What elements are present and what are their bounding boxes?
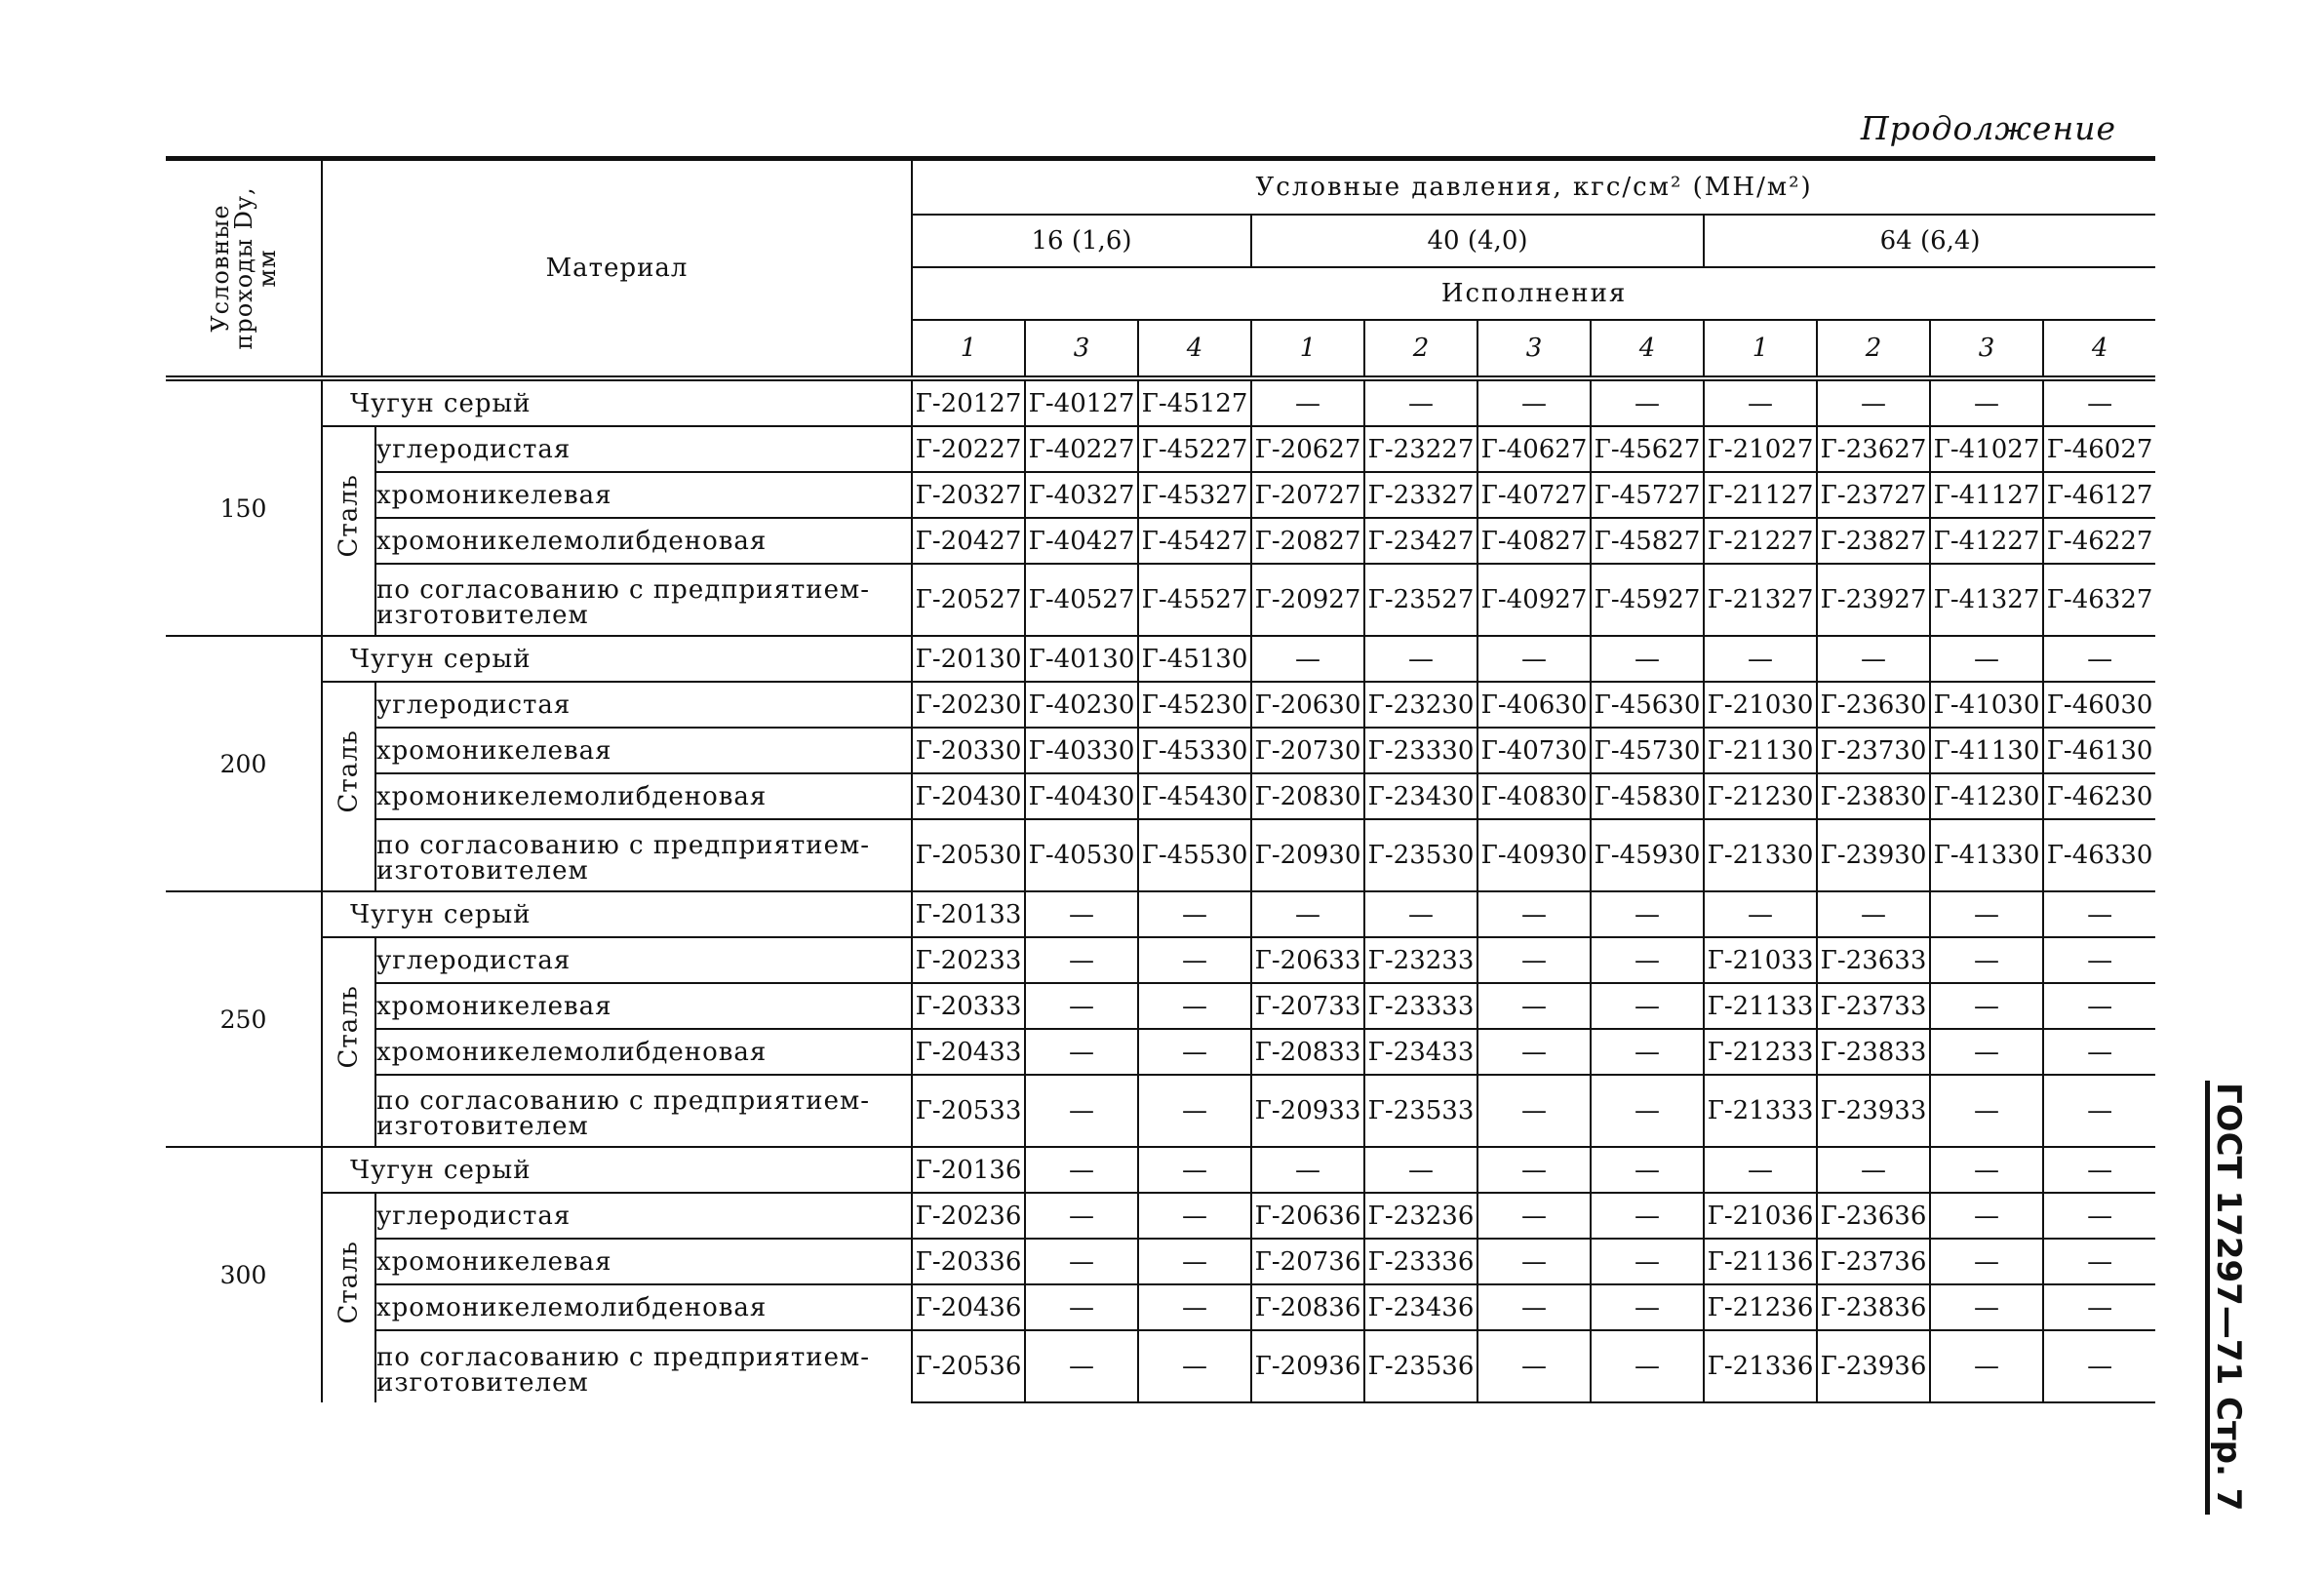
designation-cell: — bbox=[1477, 983, 1591, 1029]
designation-cell: Г-40830 bbox=[1477, 773, 1591, 819]
material-steel-group bbox=[322, 426, 375, 636]
designation-cell: Г-20736 bbox=[1251, 1239, 1364, 1284]
designation-cell: — bbox=[1477, 1193, 1591, 1239]
pressure-group-64: 64 (6,4) bbox=[1704, 215, 2155, 267]
designation-cell: Г-40127 bbox=[1025, 378, 1138, 426]
table-row bbox=[166, 518, 2155, 564]
designation-cell: — bbox=[1591, 1239, 1704, 1284]
designation-cell: Г-23333 bbox=[1364, 983, 1477, 1029]
designation-cell: Г-23630 bbox=[1817, 682, 1930, 728]
designation-cell: Г-20436 bbox=[912, 1284, 1025, 1330]
designation-cell: — bbox=[1025, 891, 1138, 937]
designation-cell: — bbox=[1477, 1284, 1591, 1330]
table-row bbox=[166, 937, 2155, 983]
designation-cell: Г-21130 bbox=[1704, 728, 1817, 773]
designation-cell: Г-20833 bbox=[1251, 1029, 1364, 1075]
designation-cell: Г-41330 bbox=[1930, 819, 2043, 891]
designation-cell: — bbox=[1025, 983, 1138, 1029]
designation-cell: Г-46027 bbox=[2043, 426, 2155, 472]
designation-cell: — bbox=[1930, 378, 2043, 426]
designation-cell: — bbox=[1138, 1239, 1251, 1284]
table-row bbox=[166, 472, 2155, 518]
side-standard-label bbox=[2209, 1083, 2277, 1512]
designation-cell: — bbox=[1364, 378, 1477, 426]
designation-cell: Г-20427 bbox=[912, 518, 1025, 564]
designation-cell: Г-40330 bbox=[1025, 728, 1138, 773]
designation-cell: — bbox=[2043, 1239, 2155, 1284]
designation-cell: Г-21233 bbox=[1704, 1029, 1817, 1075]
designation-cell: — bbox=[1477, 937, 1591, 983]
designation-cell: Г-45827 bbox=[1591, 518, 1704, 564]
designation-cell: Г-20627 bbox=[1251, 426, 1364, 472]
designation-cell: — bbox=[1138, 1075, 1251, 1147]
table-row bbox=[166, 1029, 2155, 1075]
designation-cell: — bbox=[1364, 891, 1477, 937]
designation-cell: Г-20433 bbox=[912, 1029, 1025, 1075]
material-steel-subtype: углеродистая bbox=[375, 937, 912, 983]
table-row bbox=[166, 728, 2155, 773]
designation-cell: Г-20827 bbox=[1251, 518, 1364, 564]
material-steel-subtype: углеродистая bbox=[375, 682, 912, 728]
designation-cell: Г-20527 bbox=[912, 564, 1025, 636]
table-row bbox=[166, 1239, 2155, 1284]
designation-cell: Г-45227 bbox=[1138, 426, 1251, 472]
designation-cell: Г-23427 bbox=[1364, 518, 1477, 564]
designation-cell: — bbox=[1930, 1284, 2043, 1330]
designation-cell: — bbox=[1930, 636, 2043, 682]
designation-cell: Г-20227 bbox=[912, 426, 1025, 472]
designation-cell: Г-23730 bbox=[1817, 728, 1930, 773]
table-row bbox=[166, 426, 2155, 472]
designation-cell: Г-21033 bbox=[1704, 937, 1817, 983]
designation-cell: Г-23633 bbox=[1817, 937, 1930, 983]
side-label-text: ГОСТ 17297—71 Стр. 7 bbox=[2209, 1083, 2248, 1512]
designation-cell: Г-40430 bbox=[1025, 773, 1138, 819]
designation-cell: — bbox=[1704, 636, 1817, 682]
designation-cell: — bbox=[1477, 1075, 1591, 1147]
table-row bbox=[166, 1330, 2155, 1402]
designation-cell: — bbox=[1025, 1330, 1138, 1402]
designation-cell: — bbox=[1930, 1330, 2043, 1402]
designation-cell: — bbox=[1477, 636, 1591, 682]
designation-cell: Г-45127 bbox=[1138, 378, 1251, 426]
material-cast-iron: Чугун серый bbox=[322, 378, 912, 426]
designation-cell: Г-46227 bbox=[2043, 518, 2155, 564]
designation-cell: Г-41230 bbox=[1930, 773, 2043, 819]
table-body bbox=[166, 378, 2155, 1402]
material-steel-subtype: хромоникелемолибденовая bbox=[375, 1284, 912, 1330]
designation-cell: Г-21236 bbox=[1704, 1284, 1817, 1330]
designation-cell: Г-20733 bbox=[1251, 983, 1364, 1029]
designation-cell: Г-23336 bbox=[1364, 1239, 1477, 1284]
designation-cell: Г-20230 bbox=[912, 682, 1025, 728]
version-2: 2 bbox=[1364, 320, 1477, 378]
material-steel-subtype: хромоникелевая bbox=[375, 472, 912, 518]
designation-cell: Г-45327 bbox=[1138, 472, 1251, 518]
designation-cell: Г-46230 bbox=[2043, 773, 2155, 819]
designation-cell: Г-23436 bbox=[1364, 1284, 1477, 1330]
designation-cell: Г-23327 bbox=[1364, 472, 1477, 518]
designation-cell: Г-23236 bbox=[1364, 1193, 1477, 1239]
designation-cell: — bbox=[1025, 1147, 1138, 1193]
material-steel-group bbox=[322, 682, 375, 891]
designation-cell: Г-21330 bbox=[1704, 819, 1817, 891]
designation-cell: Г-40627 bbox=[1477, 426, 1591, 472]
designation-cell: — bbox=[1817, 891, 1930, 937]
designation-cell: — bbox=[1138, 1193, 1251, 1239]
designation-cell: — bbox=[1930, 1193, 2043, 1239]
designation-cell: Г-40730 bbox=[1477, 728, 1591, 773]
designation-cell: Г-40327 bbox=[1025, 472, 1138, 518]
designation-cell: Г-23833 bbox=[1817, 1029, 1930, 1075]
designation-cell: Г-21227 bbox=[1704, 518, 1817, 564]
designation-cell: Г-20930 bbox=[1251, 819, 1364, 891]
table-row bbox=[166, 1284, 2155, 1330]
designation-cell: — bbox=[1704, 1147, 1817, 1193]
designation-cell: Г-23233 bbox=[1364, 937, 1477, 983]
material-steel-group bbox=[322, 937, 375, 1147]
designation-cell: — bbox=[1591, 1330, 1704, 1402]
version-2: 2 bbox=[1817, 320, 1930, 378]
designation-cell: — bbox=[2043, 1029, 2155, 1075]
designation-cell: — bbox=[1138, 1147, 1251, 1193]
designation-cell: — bbox=[1477, 1029, 1591, 1075]
designation-cell: Г-40427 bbox=[1025, 518, 1138, 564]
designation-cell: Г-23527 bbox=[1364, 564, 1477, 636]
designation-cell: Г-40927 bbox=[1477, 564, 1591, 636]
material-steel: Сталь bbox=[334, 1241, 364, 1324]
table-row bbox=[166, 773, 2155, 819]
designation-cell: Г-45730 bbox=[1591, 728, 1704, 773]
material-steel-subtype: хромоникелемолибденовая bbox=[375, 518, 912, 564]
designation-cell: Г-20233 bbox=[912, 937, 1025, 983]
designation-cell: Г-45527 bbox=[1138, 564, 1251, 636]
version-1: 1 bbox=[1251, 320, 1364, 378]
designation-cell: Г-20630 bbox=[1251, 682, 1364, 728]
designation-cell: Г-41030 bbox=[1930, 682, 2043, 728]
table-row bbox=[166, 378, 2155, 426]
version-3: 3 bbox=[1930, 320, 2043, 378]
designation-cell: — bbox=[1817, 378, 1930, 426]
version-4: 4 bbox=[1591, 320, 1704, 378]
table-row bbox=[166, 1075, 2155, 1147]
designation-cell: Г-40227 bbox=[1025, 426, 1138, 472]
designation-cell: Г-23430 bbox=[1364, 773, 1477, 819]
designation-cell: — bbox=[1591, 636, 1704, 682]
dn-value: 150 bbox=[166, 378, 322, 636]
material-steel: Сталь bbox=[334, 473, 364, 557]
designation-cell: — bbox=[1251, 1147, 1364, 1193]
designation-cell: Г-41227 bbox=[1930, 518, 2043, 564]
designation-cell: — bbox=[1591, 1193, 1704, 1239]
designation-cell: Г-45130 bbox=[1138, 636, 1251, 682]
designation-cell: Г-41327 bbox=[1930, 564, 2043, 636]
designation-cell: Г-20133 bbox=[912, 891, 1025, 937]
designation-cell: Г-21333 bbox=[1704, 1075, 1817, 1147]
designation-cell: Г-45430 bbox=[1138, 773, 1251, 819]
dn-header bbox=[166, 159, 322, 379]
designation-cell: — bbox=[2043, 1330, 2155, 1402]
designation-cell: — bbox=[1930, 1147, 2043, 1193]
designation-cell: Г-20836 bbox=[1251, 1284, 1364, 1330]
designation-cell: Г-20936 bbox=[1251, 1330, 1364, 1402]
designation-cell: — bbox=[2043, 891, 2155, 937]
table-row bbox=[166, 891, 2155, 937]
designation-cell: Г-20730 bbox=[1251, 728, 1364, 773]
material-steel-group bbox=[322, 1193, 375, 1402]
designation-cell: Г-46330 bbox=[2043, 819, 2155, 891]
table-row bbox=[166, 682, 2155, 728]
designation-cell: — bbox=[1591, 1284, 1704, 1330]
designation-cell: Г-20430 bbox=[912, 773, 1025, 819]
designation-cell: Г-46327 bbox=[2043, 564, 2155, 636]
designation-cell: — bbox=[1025, 1029, 1138, 1075]
designation-cell: Г-45530 bbox=[1138, 819, 1251, 891]
designation-cell: — bbox=[1477, 1330, 1591, 1402]
designation-cell: Г-23930 bbox=[1817, 819, 1930, 891]
version-4: 4 bbox=[1138, 320, 1251, 378]
designation-cell: Г-20633 bbox=[1251, 937, 1364, 983]
designation-cell: Г-23727 bbox=[1817, 472, 1930, 518]
designation-cell: Г-40130 bbox=[1025, 636, 1138, 682]
designation-cell: — bbox=[1138, 983, 1251, 1029]
material-steel-subtype: по согласованию с предприятием-изготовителем bbox=[375, 1075, 912, 1147]
designation-cell: — bbox=[1477, 1239, 1591, 1284]
designation-cell: — bbox=[1591, 378, 1704, 426]
designation-cell: — bbox=[1930, 1075, 2043, 1147]
designation-cell: Г-23636 bbox=[1817, 1193, 1930, 1239]
designation-cell: — bbox=[1025, 1193, 1138, 1239]
designation-cell: Г-21127 bbox=[1704, 472, 1817, 518]
designation-cell: — bbox=[1025, 1075, 1138, 1147]
designation-cell: — bbox=[1817, 636, 1930, 682]
material-steel: Сталь bbox=[334, 984, 364, 1068]
designation-cell: Г-23230 bbox=[1364, 682, 1477, 728]
designation-cell: — bbox=[2043, 636, 2155, 682]
pressures-header: Условные давления, кгс/см² (МН/м²) bbox=[912, 159, 2155, 216]
designation-cell: — bbox=[2043, 1075, 2155, 1147]
material-steel-subtype: хромоникелемолибденовая bbox=[375, 773, 912, 819]
designation-cell: — bbox=[2043, 937, 2155, 983]
material-steel-subtype: по согласованию с предприятием-изготовителем bbox=[375, 1330, 912, 1402]
material-steel-subtype: углеродистая bbox=[375, 426, 912, 472]
designation-cell: Г-21027 bbox=[1704, 426, 1817, 472]
designation-cell: Г-20130 bbox=[912, 636, 1025, 682]
designation-cell: Г-40827 bbox=[1477, 518, 1591, 564]
designation-cell: — bbox=[1817, 1147, 1930, 1193]
designation-cell: — bbox=[1025, 1239, 1138, 1284]
designation-cell: Г-46130 bbox=[2043, 728, 2155, 773]
designation-cell: Г-45630 bbox=[1591, 682, 1704, 728]
table-row bbox=[166, 1193, 2155, 1239]
designation-cell: Г-20333 bbox=[912, 983, 1025, 1029]
material-cast-iron: Чугун серый bbox=[322, 636, 912, 682]
version-3: 3 bbox=[1025, 320, 1138, 378]
designation-cell: Г-23936 bbox=[1817, 1330, 1930, 1402]
designation-cell: Г-23227 bbox=[1364, 426, 1477, 472]
designation-cell: — bbox=[2043, 1147, 2155, 1193]
designation-cell: — bbox=[2043, 1193, 2155, 1239]
designation-cell: Г-23933 bbox=[1817, 1075, 1930, 1147]
designation-cell: Г-40630 bbox=[1477, 682, 1591, 728]
designation-cell: — bbox=[1704, 891, 1817, 937]
table-row bbox=[166, 564, 2155, 636]
versions-header: Исполнения bbox=[912, 267, 2155, 320]
designation-cell: — bbox=[1591, 1147, 1704, 1193]
material-steel-subtype: по согласованию с предприятием-изготовителем bbox=[375, 819, 912, 891]
designation-cell: Г-20330 bbox=[912, 728, 1025, 773]
designation-cell: Г-46127 bbox=[2043, 472, 2155, 518]
version-3: 3 bbox=[1477, 320, 1591, 378]
material-steel: Сталь bbox=[334, 729, 364, 812]
designation-cell: Г-45727 bbox=[1591, 472, 1704, 518]
designation-cell: — bbox=[1138, 891, 1251, 937]
designation-cell: — bbox=[1591, 891, 1704, 937]
version-1: 1 bbox=[912, 320, 1025, 378]
designation-cell: Г-20336 bbox=[912, 1239, 1025, 1284]
designation-cell: — bbox=[1251, 636, 1364, 682]
designation-cell: Г-45927 bbox=[1591, 564, 1704, 636]
pressure-group-16: 16 (1,6) bbox=[912, 215, 1251, 267]
designation-cell: Г-23536 bbox=[1364, 1330, 1477, 1402]
designation-cell: — bbox=[1138, 1330, 1251, 1402]
designation-cell: Г-40530 bbox=[1025, 819, 1138, 891]
continuation-label: Продолжение bbox=[1860, 109, 2116, 147]
designation-cell: — bbox=[2043, 983, 2155, 1029]
designation-cell: Г-20127 bbox=[912, 378, 1025, 426]
material-steel-subtype: хромоникелемолибденовая bbox=[375, 1029, 912, 1075]
designation-cell: — bbox=[1364, 636, 1477, 682]
table-row bbox=[166, 983, 2155, 1029]
designation-cell: Г-20933 bbox=[1251, 1075, 1364, 1147]
dn-value: 300 bbox=[166, 1147, 322, 1402]
designation-cell: — bbox=[1025, 1284, 1138, 1330]
designation-cell: Г-20927 bbox=[1251, 564, 1364, 636]
designation-cell: Г-45627 bbox=[1591, 426, 1704, 472]
designation-cell: Г-21036 bbox=[1704, 1193, 1817, 1239]
designation-cell: — bbox=[1591, 1075, 1704, 1147]
designation-cell: — bbox=[1930, 1239, 2043, 1284]
designation-cell: Г-40727 bbox=[1477, 472, 1591, 518]
designation-cell: Г-21133 bbox=[1704, 983, 1817, 1029]
table-row bbox=[166, 819, 2155, 891]
designation-cell: — bbox=[1364, 1147, 1477, 1193]
designation-cell: Г-21327 bbox=[1704, 564, 1817, 636]
dn-header-text: Условные проходы Dу, мм bbox=[207, 186, 281, 350]
designation-cell: — bbox=[1930, 983, 2043, 1029]
designation-cell: — bbox=[1477, 1147, 1591, 1193]
designation-cell: Г-23530 bbox=[1364, 819, 1477, 891]
designation-cell: Г-23733 bbox=[1817, 983, 1930, 1029]
designation-cell: Г-20236 bbox=[912, 1193, 1025, 1239]
designation-cell: — bbox=[1930, 1029, 2043, 1075]
designation-cell: Г-23433 bbox=[1364, 1029, 1477, 1075]
material-steel-subtype: углеродистая bbox=[375, 1193, 912, 1239]
designation-cell: — bbox=[2043, 1284, 2155, 1330]
designation-cell: Г-20636 bbox=[1251, 1193, 1364, 1239]
designation-cell: — bbox=[1591, 983, 1704, 1029]
designation-cell: Г-23827 bbox=[1817, 518, 1930, 564]
designation-cell: Г-46030 bbox=[2043, 682, 2155, 728]
material-cast-iron: Чугун серый bbox=[322, 891, 912, 937]
designation-cell: Г-20727 bbox=[1251, 472, 1364, 518]
designation-cell: — bbox=[1251, 378, 1364, 426]
version-4: 4 bbox=[2043, 320, 2155, 378]
designation-cell: Г-41130 bbox=[1930, 728, 2043, 773]
designation-cell: Г-20533 bbox=[912, 1075, 1025, 1147]
designation-cell: Г-20327 bbox=[912, 472, 1025, 518]
material-cast-iron: Чугун серый bbox=[322, 1147, 912, 1193]
designation-cell: — bbox=[1591, 937, 1704, 983]
designation-cell: Г-45427 bbox=[1138, 518, 1251, 564]
designation-cell: Г-40930 bbox=[1477, 819, 1591, 891]
material-steel-subtype: хромоникелевая bbox=[375, 728, 912, 773]
designation-cell: Г-20830 bbox=[1251, 773, 1364, 819]
material-steel-subtype: хромоникелевая bbox=[375, 983, 912, 1029]
flange-designation-table bbox=[166, 156, 2155, 1403]
designation-cell: Г-20136 bbox=[912, 1147, 1025, 1193]
pressure-group-40: 40 (4,0) bbox=[1251, 215, 1704, 267]
designation-cell: Г-41127 bbox=[1930, 472, 2043, 518]
dn-value: 250 bbox=[166, 891, 322, 1147]
designation-cell: — bbox=[1930, 891, 2043, 937]
designation-cell: Г-23830 bbox=[1817, 773, 1930, 819]
designation-cell: Г-20536 bbox=[912, 1330, 1025, 1402]
designation-cell: Г-23330 bbox=[1364, 728, 1477, 773]
table-row bbox=[166, 1147, 2155, 1193]
designation-cell: Г-21030 bbox=[1704, 682, 1817, 728]
designation-cell: — bbox=[2043, 378, 2155, 426]
designation-cell: Г-23533 bbox=[1364, 1075, 1477, 1147]
designation-cell: Г-23627 bbox=[1817, 426, 1930, 472]
designation-cell: Г-40527 bbox=[1025, 564, 1138, 636]
designation-cell: — bbox=[1138, 1029, 1251, 1075]
designation-cell: — bbox=[1251, 891, 1364, 937]
designation-cell: — bbox=[1930, 937, 2043, 983]
designation-cell: Г-40230 bbox=[1025, 682, 1138, 728]
material-steel-subtype: по согласованию с предприятием-изготовителем bbox=[375, 564, 912, 636]
designation-cell: Г-20530 bbox=[912, 819, 1025, 891]
designation-cell: — bbox=[1591, 1029, 1704, 1075]
designation-cell: Г-45330 bbox=[1138, 728, 1251, 773]
designation-cell: Г-21136 bbox=[1704, 1239, 1817, 1284]
designation-cell: Г-21336 bbox=[1704, 1330, 1817, 1402]
designation-cell: Г-23927 bbox=[1817, 564, 1930, 636]
material-steel-subtype: хромоникелевая bbox=[375, 1239, 912, 1284]
designation-cell: — bbox=[1477, 891, 1591, 937]
dn-value: 200 bbox=[166, 636, 322, 891]
designation-cell: — bbox=[1477, 378, 1591, 426]
table-row bbox=[166, 636, 2155, 682]
designation-cell: — bbox=[1138, 937, 1251, 983]
designation-cell: Г-23736 bbox=[1817, 1239, 1930, 1284]
designation-cell: Г-45930 bbox=[1591, 819, 1704, 891]
designation-cell: Г-23836 bbox=[1817, 1284, 1930, 1330]
designation-cell: Г-21230 bbox=[1704, 773, 1817, 819]
designation-cell: — bbox=[1138, 1284, 1251, 1330]
version-1: 1 bbox=[1704, 320, 1817, 378]
designation-cell: Г-45830 bbox=[1591, 773, 1704, 819]
designation-cell: — bbox=[1704, 378, 1817, 426]
designation-cell: — bbox=[1025, 937, 1138, 983]
designation-cell: Г-41027 bbox=[1930, 426, 2043, 472]
designation-cell: Г-45230 bbox=[1138, 682, 1251, 728]
material-header: Материал bbox=[322, 159, 912, 379]
